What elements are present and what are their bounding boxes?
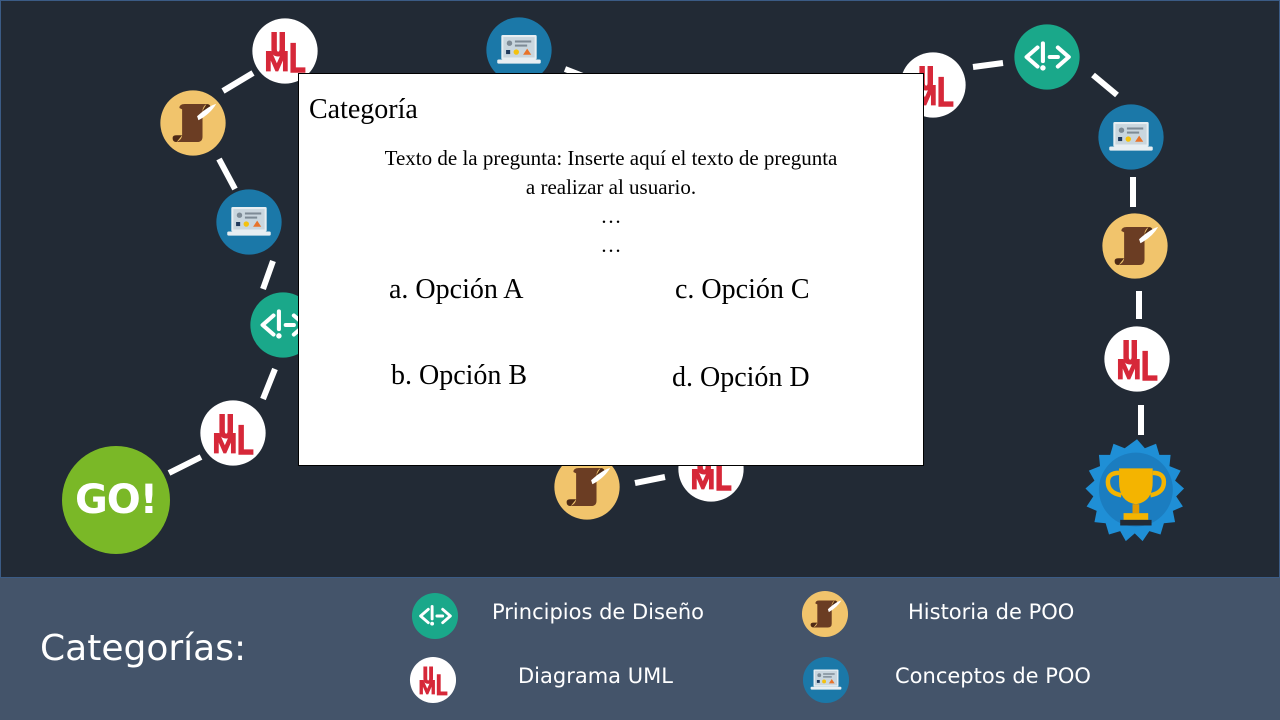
uml-icon[interactable]	[1103, 325, 1171, 393]
legend-label-uml: Diagrama UML	[518, 664, 673, 688]
scroll-icon	[801, 590, 849, 638]
question-line-2: a realizar al usuario.	[525, 175, 697, 199]
ellipsis-1: …	[600, 204, 622, 228]
legend-label-design: Principios de Diseño	[492, 600, 705, 624]
card-category-title: Categoría	[309, 94, 418, 125]
legend-label-history: Historia de POO	[908, 600, 1075, 624]
question-card	[298, 73, 924, 466]
ellipsis-2: …	[600, 233, 622, 257]
scroll-icon[interactable]	[1101, 212, 1169, 280]
category-legend	[0, 578, 1280, 720]
laptop-icon[interactable]	[1097, 103, 1165, 171]
laptop-icon[interactable]	[215, 188, 283, 256]
uml-icon[interactable]	[199, 399, 267, 467]
go-start-button[interactable]: GO!	[62, 446, 170, 554]
code-icon	[411, 592, 459, 640]
option-a[interactable]: a. Opción A	[389, 274, 524, 305]
laptop-icon	[802, 656, 850, 704]
question-text	[319, 144, 903, 260]
scroll-icon[interactable]	[159, 89, 227, 157]
legend-label-concepts: Conceptos de POO	[895, 664, 1091, 688]
option-d[interactable]: d. Opción D	[672, 362, 810, 393]
question-line-1: Texto de la pregunta: Inserte aquí el texto de pregunta	[384, 146, 838, 170]
option-b[interactable]: b. Opción B	[391, 360, 528, 391]
uml-icon	[409, 656, 457, 704]
code-icon[interactable]	[1013, 23, 1081, 91]
legend-title: Categorías:	[40, 628, 247, 669]
option-c[interactable]: c. Opción C	[675, 274, 810, 305]
trophy-icon[interactable]	[1081, 437, 1193, 549]
